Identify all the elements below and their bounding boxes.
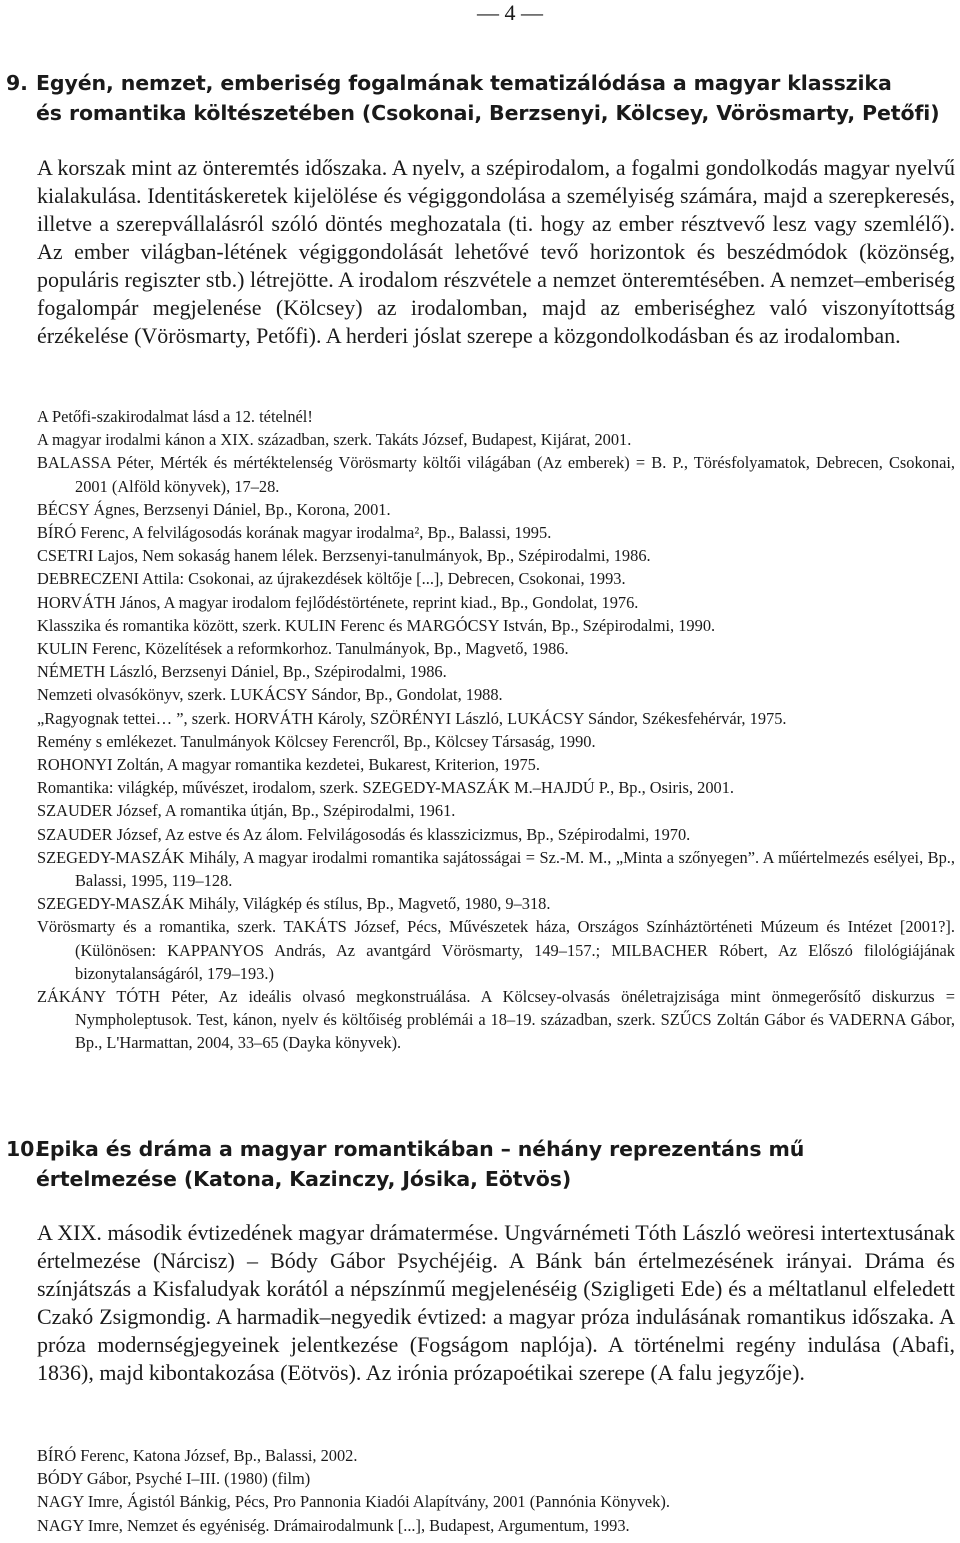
section-9-title-line-2: és romantika költészetében (Csokonai, Berzsenyi, Kölcsey, Vörösmarty, Petőfi): [36, 101, 940, 125]
section-9-bibliography: [37, 405, 955, 1055]
bibliography-entry: A Petőfi-szakirodalmat lásd a 12. tételnél!: [37, 407, 313, 426]
bibliography-entry: ROHONYI Zoltán, A magyar romantika kezdetei, Bukarest, Kriterion, 1975.: [37, 755, 540, 775]
bibliography-entry: SZEGEDY-MASZÁK Mihály, A magyar irodalmi romantika sajátosságai = Sz.-M. M., „Minta a szőnyegen”. A műértelmezés esélyei, Bp., Balassi, 1995, 119–128.: [37, 847, 955, 891]
bibliography-entry: SZEGEDY-MASZÁK Mihály, Világkép és stílus, Bp., Magvető, 1980, 9–318.: [37, 894, 551, 914]
section-10-bibliography: [37, 1444, 955, 1537]
bibliography-entry: Nemzeti olvasókönyv, szerk. LUKÁCSY Sándor, Bp., Gondolat, 1988.: [37, 685, 503, 705]
bibliography-entry: ZÁKÁNY TÓTH Péter, Az ideális olvasó megkonstruálása. A Kölcsey-olvasás önéletrajzisága mint önmegerősítő diskurzus = Nympholeptusok. Test, kánon, nyelv és költőiség problémái a 18–19. században, szerk. SZŰCS Zoltán Gábor és VADERNA Gábor, Bp., L'Harmattan, 2004, 33–65 (Dayka könyvek).: [37, 987, 955, 1053]
bibliography-entry: BALASSA Péter, Mérték és mértéktelenség Vörösmarty költői világában (Az emberek) = B. P., Törésfolyamatok, Debrecen, Csokonai, 2001 (Alföld könyvek), 17–28.: [37, 453, 955, 496]
bibliography-entry: BÓDY Gábor, Psyché I–III. (1980) (film): [37, 1469, 311, 1489]
bibliography-entry: HORVÁTH János, A magyar irodalom fejlődéstörténete, reprint kiad., Bp., Gondolat, 1976.: [37, 592, 639, 612]
bibliography-entry: Romantika: világkép, művészet, irodalom, szerk. SZEGEDY-MASZÁK M.–HAJDÚ P., Bp., Osiris, 2001.: [37, 778, 734, 798]
bibliography-entry: BÉCSY Ágnes, Berzsenyi Dániel, Bp., Korona, 2001.: [37, 499, 391, 519]
bibliography-entry: NAGY Imre, Nemzet és egyéniség. Drámairodalmunk [...], Budapest, Argumentum, 1993.: [37, 1515, 630, 1535]
bibliography-entry: NÉMETH László, Berzsenyi Dániel, Bp., Szépirodalmi, 1986.: [37, 662, 447, 682]
bibliography-entry: A magyar irodalmi kánon a XIX. században, szerk. Takáts József, Budapest, Kijárat, 2001.: [37, 430, 632, 450]
bibliography-entry: Klasszika és romantika között, szerk. KULIN Ferenc és MARGÓCSY István, Bp., Szépirodalmi, 1990.: [37, 615, 716, 635]
bibliography-entry: Vörösmarty és a romantika, szerk. TAKÁTS József, Pécs, Művészetek háza, Országos Színháztörténeti Múzeum és Intézet [2001?]. (Különösen: KAPPANYOS András, Az avantgárd Vörösmarty, 149–157.; MILBACHER Róbert, Az Előszó filológiájának bizonytalanságáról, 179–193.): [37, 917, 955, 983]
bibliography-entry: SZAUDER József, A romantika útján, Bp., Szépirodalmi, 1961.: [37, 801, 456, 821]
section-10-body: A XIX. második évtizedének magyar drámatermése. Ungvárnémeti Tóth László weöresi intertextusának értelmezése (Nárcisz) – Bódy Gábor Psychéjéig. A Bánk bán értelmezésének irányai. Dráma és színjátszás a Kisfaludyak korától a népszínmű megjelenéséig (Szigligeti Ede) és a méltatlanul elfeledett Czakó Zsigmondig. A harmadik–negyedik évtized: a magyar próza indulásának romantikus időszaka. A próza modernségjegyeinek jelentkezése (Fogságom naplója). A történelmi regény indulása (Abafi, 1836), majd kibontakozása (Eötvös). Az irónia prózapoétikai szerepe (A falu jegyzője).: [37, 1220, 955, 1385]
bibliography-entry: DEBRECZENI Attila: Csokonai, az újrakezdések költője [...], Debrecen, Csokonai, 1993.: [37, 569, 626, 589]
section-9-body: A korszak mint az önteremtés időszaka. A nyelv, a szépirodalom, a fogalmi gondolkodás magyar nyelvű kialakulása. Identitáskeretek kijelölése és végiggondolása a személyiség számára, majd a szerepkeresés, illetve a szerepvállalásról szóló döntés meghozatala (ti. hogy az ember résztvevő lesz vagy szemlélő). Az ember világban-létének végiggondolását lehetővé tevő horizontok és beszédmódok (közönség, populáris regiszter stb.) létrejötte. A irodalom részvétele a nemzet önteremtésében. A nemzet–emberiség fogalompár megjelenése (Kölcsey) az irodalomban, majd az emberiséghez való viszonyítottság érzékelése (Vörösmarty, Petőfi). A herderi jóslat szerepe a közgondolkodásban és az irodalomban.: [37, 155, 955, 348]
section-10-number: 10.: [6, 1137, 43, 1161]
page-number: — 4 —: [477, 0, 543, 25]
bibliography-entry: NAGY Imre, Ágistól Bánkig, Pécs, Pro Pannonia Kiadói Alapítvány, 2001 (Pannónia Könyvek).: [37, 1492, 670, 1512]
bibliography-entry: Remény s emlékezet. Tanulmányok Kölcsey Ferencről, Bp., Kölcsey Társaság, 1990.: [37, 731, 596, 751]
section-10-title-line-2: értelmezése (Katona, Kazinczy, Jósika, Eötvös): [36, 1167, 572, 1191]
bibliography-entry: CSETRI Lajos, Nem sokaság hanem lélek. Berzsenyi-tanulmányok, Bp., Szépirodalmi, 1986.: [37, 546, 651, 566]
bibliography-entry: SZAUDER József, Az estve és Az álom. Felvilágosodás és klasszicizmus, Bp., Szépirodalmi, 1970.: [37, 824, 691, 844]
section-9-number: 9.: [6, 71, 28, 95]
bibliography-entry: BÍRÓ Ferenc, A felvilágosodás korának magyar irodalma², Bp., Balassi, 1995.: [37, 523, 552, 543]
bibliography-entry: KULIN Ferenc, Közelítések a reformkorhoz. Tanulmányok, Bp., Magvető, 1986.: [37, 639, 569, 659]
bibliography-entry: „Ragyognak tettei… ”, szerk. HORVÁTH Károly, SZÖRÉNYI László, LUKÁCSY Sándor, Székesfehérvár, 1975.: [37, 708, 787, 728]
bibliography-entry: BÍRÓ Ferenc, Katona József, Bp., Balassi, 2002.: [37, 1446, 358, 1465]
section-9-title-line-1: Egyén, nemzet, emberiség fogalmának tematizálódása a magyar klasszika: [36, 71, 892, 95]
section-10-title-line-1: Epika és dráma a magyar romantikában – néhány reprezentáns mű: [36, 1137, 805, 1161]
